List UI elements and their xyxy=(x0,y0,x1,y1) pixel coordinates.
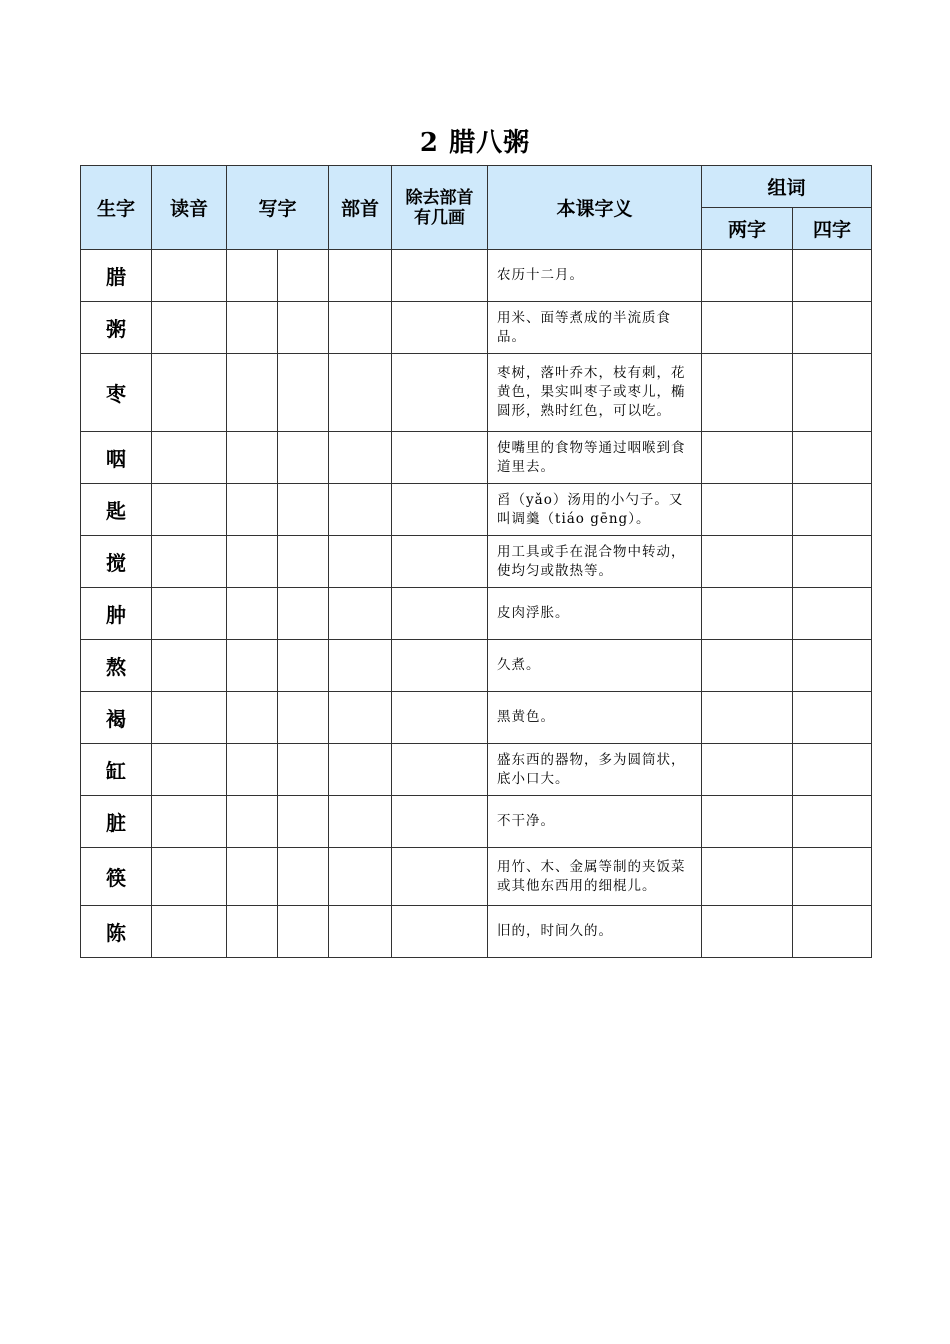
radical-cell[interactable] xyxy=(329,302,392,354)
table-row xyxy=(81,354,872,432)
two-char-word-cell[interactable] xyxy=(702,906,793,958)
four-char-word-cell[interactable] xyxy=(793,536,872,588)
header-meaning: 本课字义 xyxy=(488,166,702,250)
two-char-word-cell[interactable] xyxy=(702,588,793,640)
header-words: 组词 xyxy=(702,166,872,208)
four-char-word-cell[interactable] xyxy=(793,432,872,484)
pinyin-cell[interactable] xyxy=(152,640,227,692)
write-cell[interactable] xyxy=(227,906,278,958)
char-cell: 陈 xyxy=(81,906,152,958)
four-char-word-cell[interactable] xyxy=(793,692,872,744)
four-char-word-cell[interactable] xyxy=(793,848,872,906)
pinyin-cell[interactable] xyxy=(152,906,227,958)
table-row xyxy=(81,848,872,906)
radical-cell[interactable] xyxy=(329,588,392,640)
meaning-cell: 农历十二月。 xyxy=(488,250,702,302)
write-cell[interactable] xyxy=(278,302,329,354)
radical-cell[interactable] xyxy=(329,432,392,484)
two-char-word-cell[interactable] xyxy=(702,354,793,432)
two-char-word-cell[interactable] xyxy=(702,848,793,906)
table-body xyxy=(81,250,872,958)
meaning-cell: 舀（yǎo）汤用的小勺子。又叫调羹（tiáo gēng）。 xyxy=(488,484,702,536)
strokes-cell[interactable] xyxy=(392,250,488,302)
write-cell[interactable] xyxy=(227,640,278,692)
table-row xyxy=(81,692,872,744)
write-cell[interactable] xyxy=(278,906,329,958)
char-cell: 搅 xyxy=(81,536,152,588)
write-cell[interactable] xyxy=(227,536,278,588)
radical-cell[interactable] xyxy=(329,796,392,848)
radical-cell[interactable] xyxy=(329,536,392,588)
meaning-cell: 皮肉浮胀。 xyxy=(488,588,702,640)
table-row xyxy=(81,302,872,354)
write-cell[interactable] xyxy=(227,588,278,640)
write-cell[interactable] xyxy=(227,744,278,796)
radical-cell[interactable] xyxy=(329,848,392,906)
write-cell[interactable] xyxy=(227,302,278,354)
strokes-cell[interactable] xyxy=(392,588,488,640)
four-char-word-cell[interactable] xyxy=(793,640,872,692)
write-cell[interactable] xyxy=(227,848,278,906)
char-cell: 熬 xyxy=(81,640,152,692)
table-row xyxy=(81,588,872,640)
write-cell[interactable] xyxy=(227,484,278,536)
meaning-cell: 使嘴里的食物等通过咽喉到食道里去。 xyxy=(488,432,702,484)
char-cell: 匙 xyxy=(81,484,152,536)
radical-cell[interactable] xyxy=(329,640,392,692)
strokes-cell[interactable] xyxy=(392,906,488,958)
strokes-cell[interactable] xyxy=(392,796,488,848)
radical-cell[interactable] xyxy=(329,744,392,796)
table-row xyxy=(81,796,872,848)
write-cell[interactable] xyxy=(278,796,329,848)
table-row xyxy=(81,906,872,958)
char-cell: 枣 xyxy=(81,354,152,432)
header-two-char-words: 两字 xyxy=(702,208,793,250)
strokes-cell[interactable] xyxy=(392,302,488,354)
write-cell[interactable] xyxy=(278,588,329,640)
pinyin-cell[interactable] xyxy=(152,432,227,484)
table-row xyxy=(81,250,872,302)
write-cell[interactable] xyxy=(278,484,329,536)
table-row xyxy=(81,432,872,484)
header-pinyin: 读音 xyxy=(152,166,227,250)
two-char-word-cell[interactable] xyxy=(702,302,793,354)
strokes-cell[interactable] xyxy=(392,692,488,744)
two-char-word-cell[interactable] xyxy=(702,692,793,744)
write-cell[interactable] xyxy=(278,250,329,302)
page-title: 2 腊八粥 xyxy=(419,128,531,158)
strokes-cell[interactable] xyxy=(392,640,488,692)
write-cell[interactable] xyxy=(227,796,278,848)
table-row xyxy=(81,536,872,588)
meaning-cell: 用工具或手在混合物中转动，使均匀或散热等。 xyxy=(488,536,702,588)
strokes-cell[interactable] xyxy=(392,484,488,536)
write-cell[interactable] xyxy=(278,848,329,906)
header-radical: 部首 xyxy=(329,166,392,250)
pinyin-cell[interactable] xyxy=(152,588,227,640)
char-cell: 褐 xyxy=(81,692,152,744)
write-cell[interactable] xyxy=(227,692,278,744)
radical-cell[interactable] xyxy=(329,692,392,744)
strokes-cell[interactable] xyxy=(392,432,488,484)
char-cell: 肿 xyxy=(81,588,152,640)
char-cell: 粥 xyxy=(81,302,152,354)
char-cell: 脏 xyxy=(81,796,152,848)
meaning-cell: 不干净。 xyxy=(488,796,702,848)
pinyin-cell[interactable] xyxy=(152,744,227,796)
meaning-cell: 用竹、木、金属等制的夹饭菜或其他东西用的细棍儿。 xyxy=(488,848,702,906)
two-char-word-cell[interactable] xyxy=(702,640,793,692)
table-header xyxy=(81,166,872,250)
pinyin-cell[interactable] xyxy=(152,796,227,848)
radical-cell[interactable] xyxy=(329,354,392,432)
pinyin-cell[interactable] xyxy=(152,484,227,536)
two-char-word-cell[interactable] xyxy=(702,744,793,796)
four-char-word-cell[interactable] xyxy=(793,250,872,302)
four-char-word-cell[interactable] xyxy=(793,484,872,536)
meaning-cell: 黑黄色。 xyxy=(488,692,702,744)
pinyin-cell[interactable] xyxy=(152,302,227,354)
strokes-cell[interactable] xyxy=(392,744,488,796)
meaning-cell: 旧的，时间久的。 xyxy=(488,906,702,958)
write-cell[interactable] xyxy=(278,536,329,588)
strokes-cell[interactable] xyxy=(392,536,488,588)
header-four-char-words: 四字 xyxy=(793,208,872,250)
pinyin-cell[interactable] xyxy=(152,848,227,906)
strokes-cell[interactable] xyxy=(392,354,488,432)
write-cell[interactable] xyxy=(227,354,278,432)
char-cell: 咽 xyxy=(81,432,152,484)
char-cell: 筷 xyxy=(81,848,152,906)
two-char-word-cell[interactable] xyxy=(702,536,793,588)
write-cell[interactable] xyxy=(278,692,329,744)
meaning-cell: 盛东西的器物，多为圆筒状，底小口大。 xyxy=(488,744,702,796)
write-cell[interactable] xyxy=(278,432,329,484)
two-char-word-cell[interactable] xyxy=(702,432,793,484)
meaning-cell: 久煮。 xyxy=(488,640,702,692)
header-char: 生字 xyxy=(81,166,152,250)
write-cell[interactable] xyxy=(227,432,278,484)
header-strokes-label: 除去部首有几画 xyxy=(405,187,474,228)
pinyin-cell[interactable] xyxy=(152,250,227,302)
write-cell[interactable] xyxy=(227,250,278,302)
table-row xyxy=(81,484,872,536)
radical-cell[interactable] xyxy=(329,906,392,958)
four-char-word-cell[interactable] xyxy=(793,744,872,796)
char-cell: 腊 xyxy=(81,250,152,302)
four-char-word-cell[interactable] xyxy=(793,588,872,640)
four-char-word-cell[interactable] xyxy=(793,796,872,848)
table-row xyxy=(81,744,872,796)
two-char-word-cell[interactable] xyxy=(702,250,793,302)
vocabulary-table xyxy=(80,165,872,958)
write-cell[interactable] xyxy=(278,640,329,692)
meaning-cell: 枣树，落叶乔木，枝有刺，花黄色，果实叫枣子或枣儿，椭圆形，熟时红色，可以吃。 xyxy=(488,354,702,432)
write-cell[interactable] xyxy=(278,744,329,796)
four-char-word-cell[interactable] xyxy=(793,302,872,354)
header-strokes xyxy=(392,166,488,250)
char-cell: 缸 xyxy=(81,744,152,796)
table-row xyxy=(81,640,872,692)
four-char-word-cell[interactable] xyxy=(793,354,872,432)
strokes-cell[interactable] xyxy=(392,848,488,906)
write-cell[interactable] xyxy=(278,354,329,432)
pinyin-cell[interactable] xyxy=(152,536,227,588)
pinyin-cell[interactable] xyxy=(152,692,227,744)
meaning-cell: 用米、面等煮成的半流质食品。 xyxy=(488,302,702,354)
radical-cell[interactable] xyxy=(329,250,392,302)
four-char-word-cell[interactable] xyxy=(793,906,872,958)
two-char-word-cell[interactable] xyxy=(702,484,793,536)
header-write: 写字 xyxy=(227,166,329,250)
radical-cell[interactable] xyxy=(329,484,392,536)
pinyin-cell[interactable] xyxy=(152,354,227,432)
two-char-word-cell[interactable] xyxy=(702,796,793,848)
